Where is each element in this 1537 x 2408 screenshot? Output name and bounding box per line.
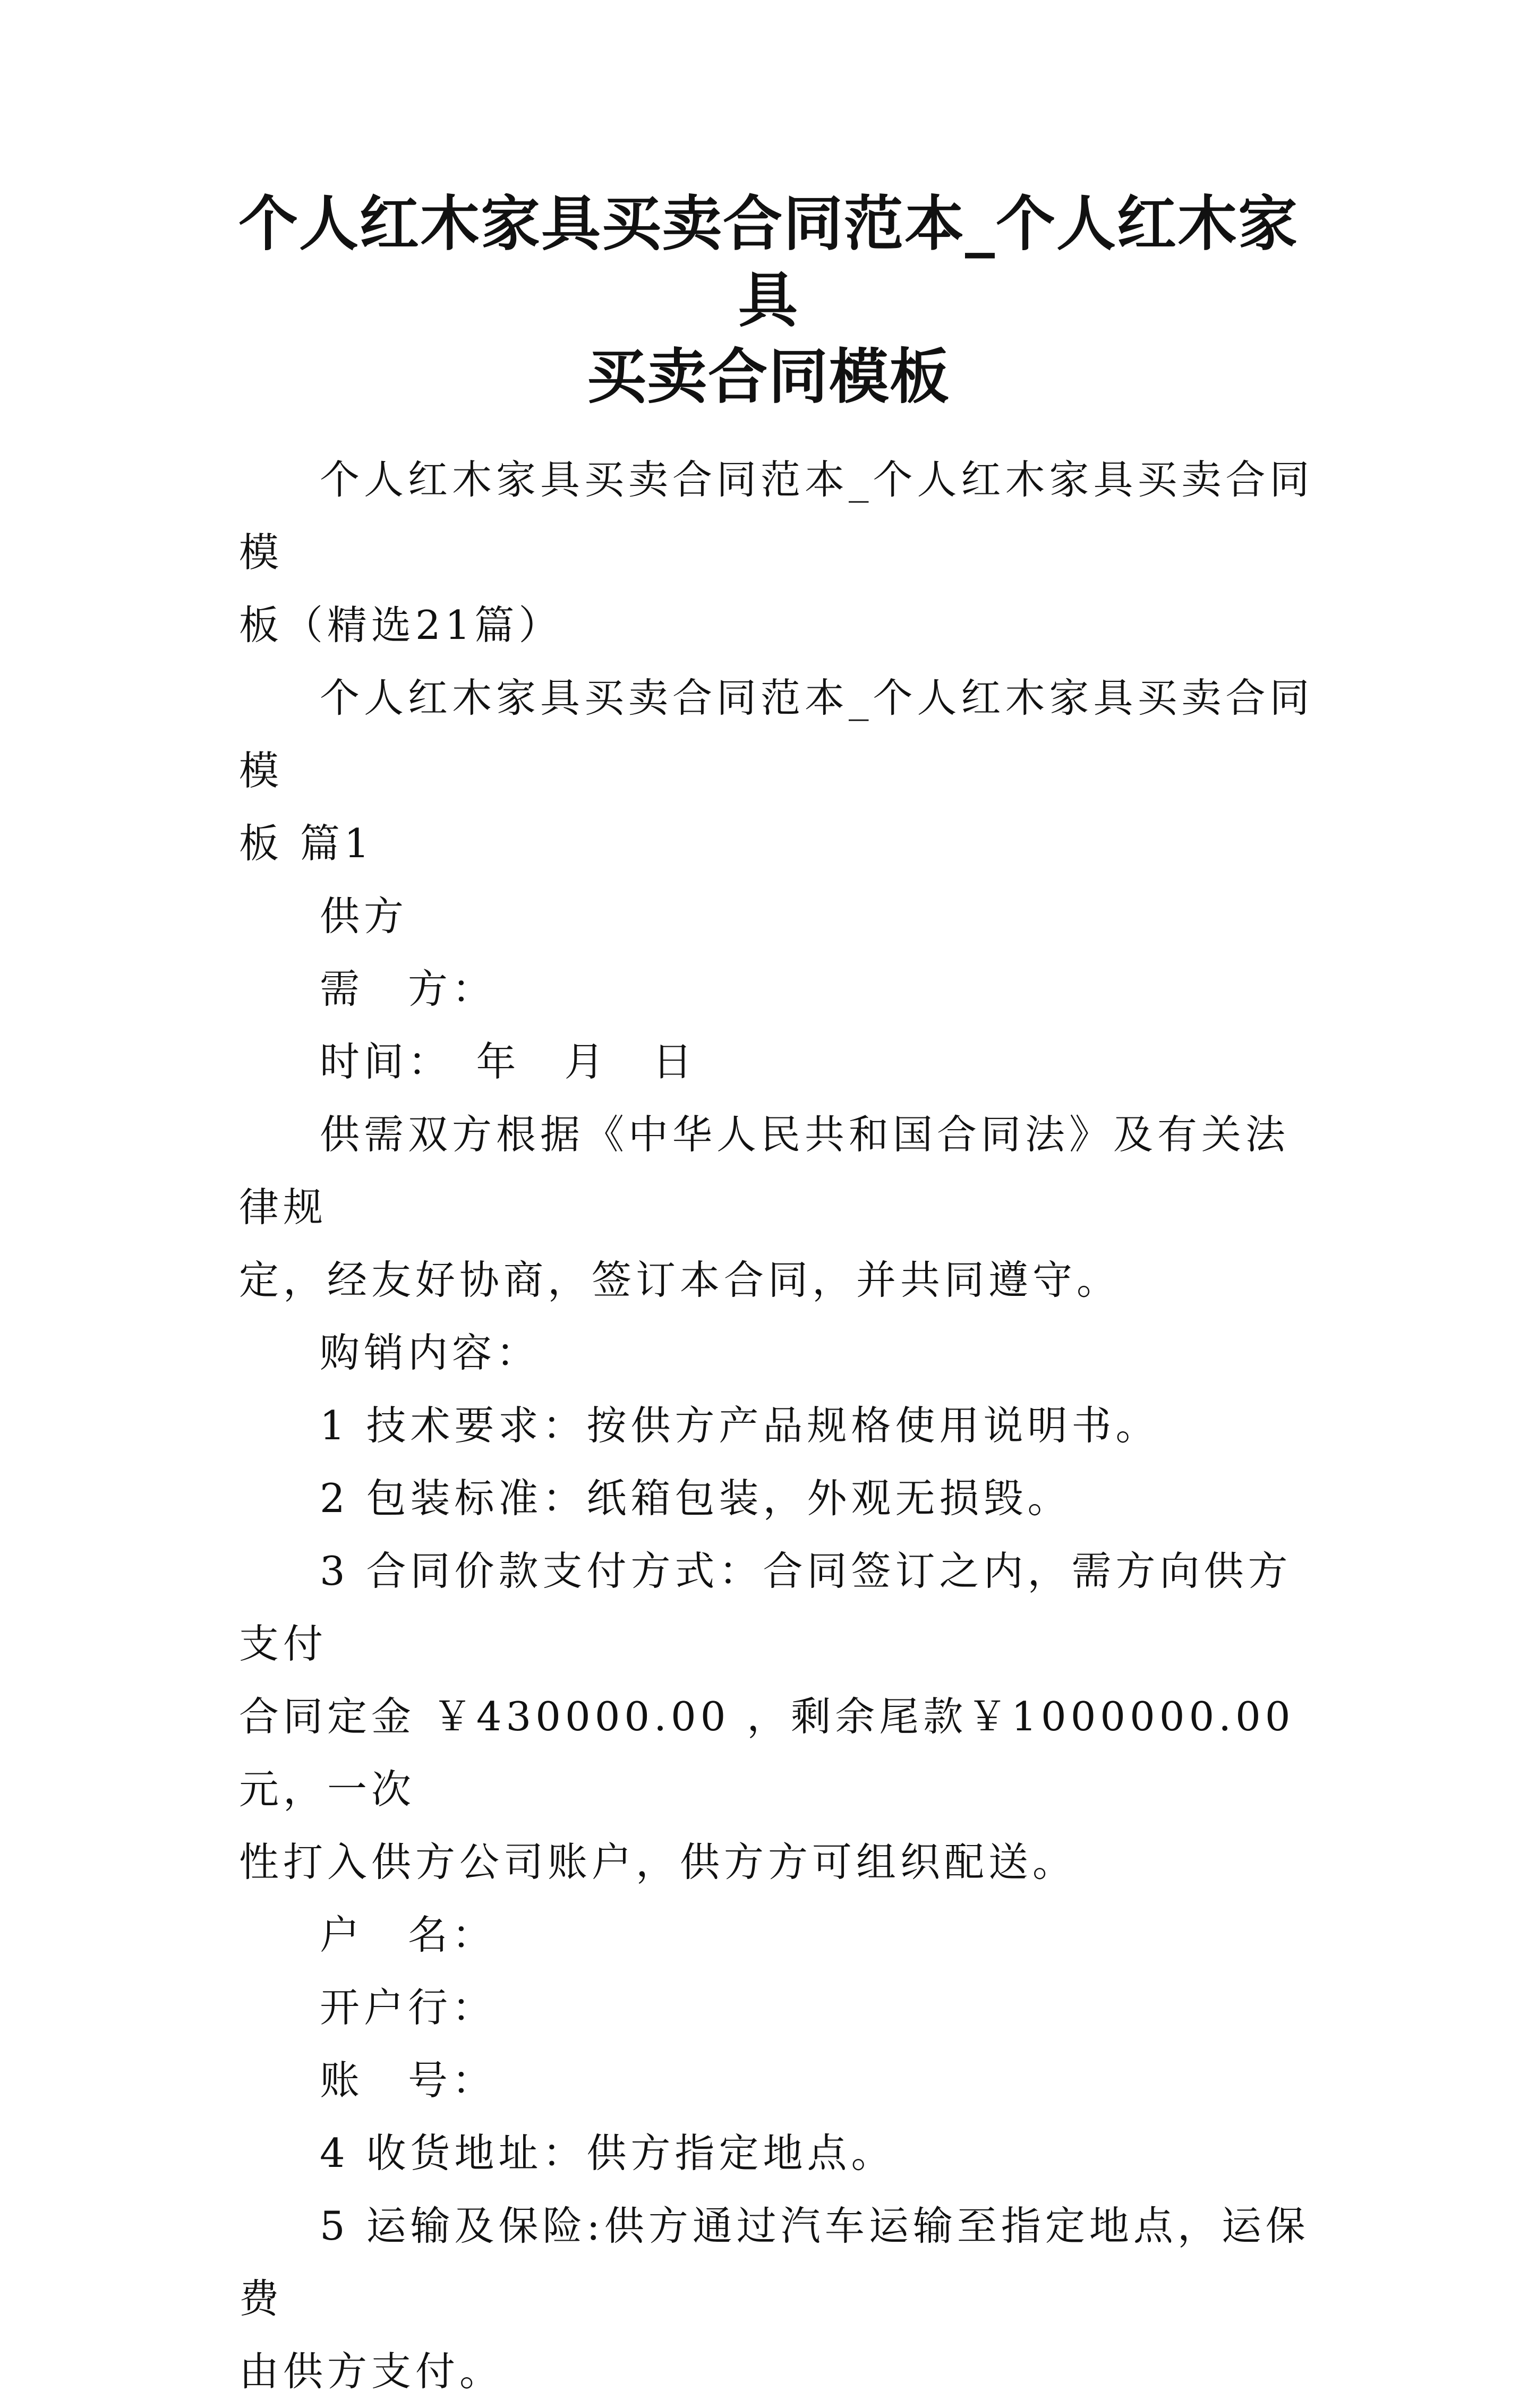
paragraph-line: 1 技术要求：按供方产品规格使用说明书。 [320,1402,1160,1449]
paragraph-line: 2 包装标准：纸箱包装，外观无损毁。 [320,1475,1072,1522]
paragraph-supplier [239,880,1314,953]
paragraph-date [239,1026,1314,1098]
document-body [239,443,1314,2408]
paragraph-item-1 [239,1389,1314,1462]
paragraph-line: 需 方： [320,966,497,1012]
paragraph-intro [239,443,1314,662]
paragraph-buyer [239,953,1314,1026]
paragraph-account-name [239,1899,1314,1971]
paragraph-line: 购销内容： [320,1329,541,1376]
paragraph-line: 户 名： [320,1911,497,1958]
paragraph-item-5 [239,2190,1314,2408]
paragraph-heading [239,662,1314,880]
paragraph-line: 板 篇1 [239,820,374,867]
paragraph-agreement [239,1098,1314,1317]
paragraph-item-4 [239,2117,1314,2190]
paragraph-line: 5 运输及保险:供方通过汽车运输至指定地点，运保费 [239,2202,1310,2322]
paragraph-line: 个人红木家具买卖合同范本_个人红木家具买卖合同模 [239,456,1314,576]
paragraph-line: 供需双方根据《中华人民共和国合同法》及有关法律规 [239,1111,1290,1231]
paragraph-contents [239,1317,1314,1389]
document-title [223,186,1314,415]
paragraph-line: 3 合同价款支付方式：合同签订之内，需方向供方支付 [239,1548,1292,1667]
paragraph-line: 个人红木家具买卖合同范本_个人红木家具买卖合同模 [239,674,1314,794]
paragraph-bank [239,1971,1314,2044]
title-line-2: 买卖合同模板 [587,343,950,412]
paragraph-line: 性打入供方公司账户，供方方可组织配送。 [239,1839,1077,1885]
paragraph-line: 由供方支付。 [239,2348,504,2395]
title-line-1: 个人红木家具买卖合同范本_个人红木家具 [238,190,1299,335]
paragraph-line: 板（精选21篇） [239,602,563,648]
paragraph-item-2 [239,1462,1314,1535]
paragraph-item-3 [239,1535,1314,1899]
paragraph-line: 开户行： [320,1984,497,2031]
paragraph-line: 4 收货地址：供方指定地点。 [320,2130,895,2176]
paragraph-line: 账 号： [320,2057,497,2104]
paragraph-account-number [239,2044,1314,2117]
paragraph-line: 时间： 年 月 日 [320,1038,697,1085]
paragraph-line: 定，经友好协商，签订本合同，并共同遵守。 [239,1257,1121,1303]
paragraph-line: 供方 [320,893,408,940]
paragraph-line: 合同定金 ￥430000.00 ，剩余尾款￥1000000.00元，一次 [239,1693,1295,1813]
